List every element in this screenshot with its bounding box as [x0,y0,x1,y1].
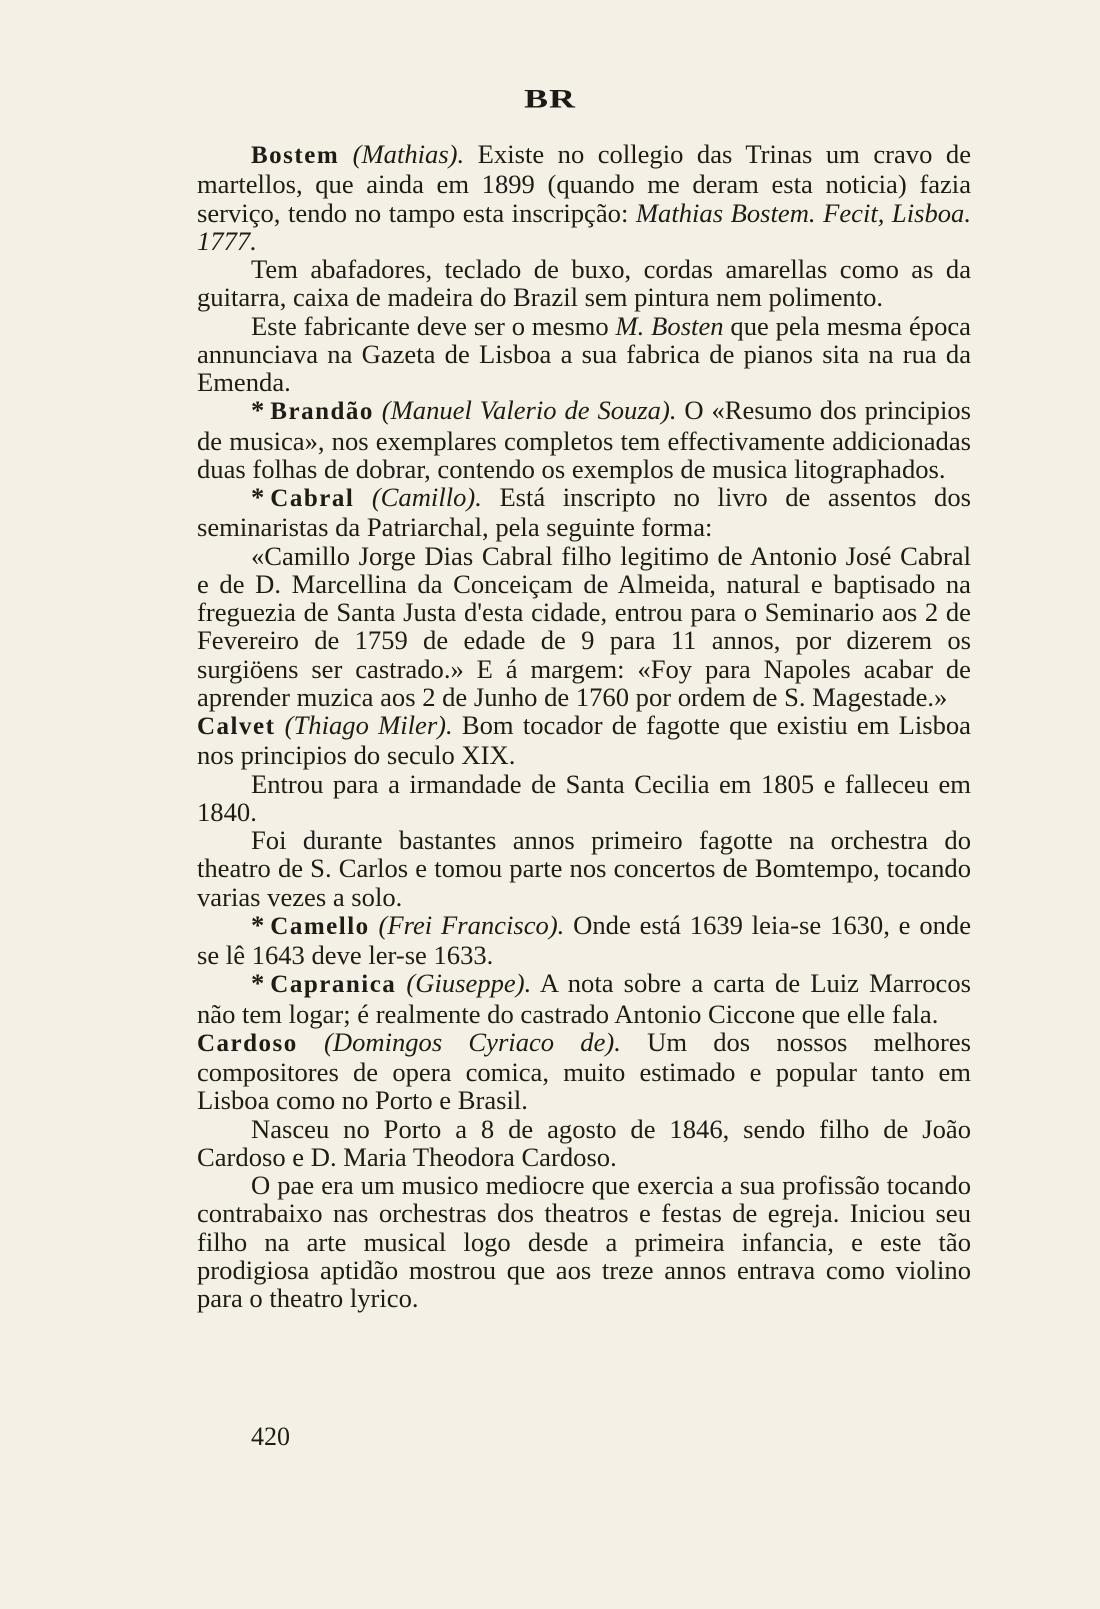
entry-text: A nota sobre a carta de Luiz Marrocos não tem logar; é realmente do castrado Antonio Ciccone que elle fala. [197,968,972,1029]
headword: Camello [270,912,370,940]
asterisk-mark: * [251,968,265,999]
headword: Cabral [270,485,355,512]
entry-brandao [197,396,971,483]
asterisk-mark: * [251,909,265,940]
paragraph: Nasceu no Porto a 8 de agosto de 1846, sendo filho de João Cardoso e D. Maria Theodora Cardoso. [197,1113,971,1172]
entry-capranica [197,969,971,1028]
entry-text: Onde está 1639 leia-se 1630, e onde se lê 1643 deve ler-se 1633. [197,909,972,970]
entry-camello [197,911,971,970]
entry-text: Está inscripto no livro de assentos dos seminaristas da Patriarchal, pela seguinte forma: [197,482,971,543]
inscription: Mathias Bostem. Fecit, Lisboa. 1777. [197,197,972,256]
entry-text: Bom tocador de fagotte que existiu em Lisboa nos principios do seculo XIX. [197,710,971,771]
headword: Bostem [251,142,340,169]
entry-name: (Camillo). [371,482,482,512]
entry-name: (Mathias). [352,139,465,169]
entry-text: Um dos nossos melhores compositores de opera comica, muito estimado e popular tanto em Lisboa como no Porto e Brasil. [197,1026,971,1116]
entry-name: (Thiago Miler). [284,710,453,740]
entry-name: (Domingos Cyriaco de). [324,1026,621,1057]
entry-bostem [197,140,971,255]
headword: Capranica [270,971,397,999]
entry-name: (Manuel Valerio de Souza). [381,395,677,426]
quotation: «Camillo Jorge Dias Cabral filho legitimo de Antonio José Cabral e de D. Marcellina da Conceiçam de Almeida, natural e baptisado na freguezia de Santa Justa d'esta cidade, entrou para o Seminario aos 2 de Fevereiro de 1759 de edade de 9 para 11 annos, por dizerem os surgiöens ser castrado.» E á margem: «Foy para Napoles acabar de aprender muzica aos 2 de Junho de 1760 por ordem de S. Magestade.» [197,540,971,712]
entry-text: O «Resumo dos principios de musica», nos exemplares completos tem effectivamente addicionadas duas folhas de dobrar, contendo os exemplos de musica litographados. [197,395,971,484]
entry-cardoso [197,1028,971,1115]
paragraph: Foi durante bastantes annos primeiro fagotte na orchestra do theatro de S. Carlos e tomou parte nos concertos de Bomtempo, tocando varias vezes a solo. [197,825,971,912]
entry-cabral [197,483,971,542]
running-head: BR [523,84,576,114]
headword: Cardoso [197,1029,298,1057]
paragraph: O pae era um musico mediocre que exercia a sua profissão tocando contrabaixo nas orchestras dos theatros e festas de egreja. Iniciou seu filho na arte musical logo desde a primeira infancia, e este tão prodigiosa aptidão mostrou que aos treze annos entrava como violino para o theatro lyrico. [197,1170,971,1313]
headword: Calvet [197,713,276,740]
paragraph [197,312,971,397]
entry-calvet [197,711,971,770]
paragraph-text: que pela mesma época annunciava na Gazeta de Lisboa a sua fabrica de pianos sita na rua da Emenda. [197,310,971,397]
asterisk-mark: * [251,395,265,426]
headword: Brandão [270,398,374,426]
paragraph: Entrou para a irmandade de Santa Cecilia em 1805 e falleceu em 1840. [197,768,971,827]
page-body [197,140,971,1312]
page-number: 420 [251,1422,290,1451]
asterisk-mark: * [251,482,265,512]
entry-text: Existe no collegio das Trinas um cravo de martellos, que ainda em 1899 (quando me deram esta noticia) fazia serviço, tendo no tampo esta inscripção: [197,139,971,228]
entry-name: (Frei Francisco). [378,909,565,940]
paragraph-text: Este fabricante deve ser o mesmo [251,310,616,341]
paragraph: Tem abafadores, teclado de buxo, cordas amarellas como as da guitarra, caixa de madeira do Brazil sem pintura nem polimento. [197,254,971,313]
maker-name: M. Bosten [615,310,724,341]
entry-name: (Giuseppe). [406,968,532,999]
